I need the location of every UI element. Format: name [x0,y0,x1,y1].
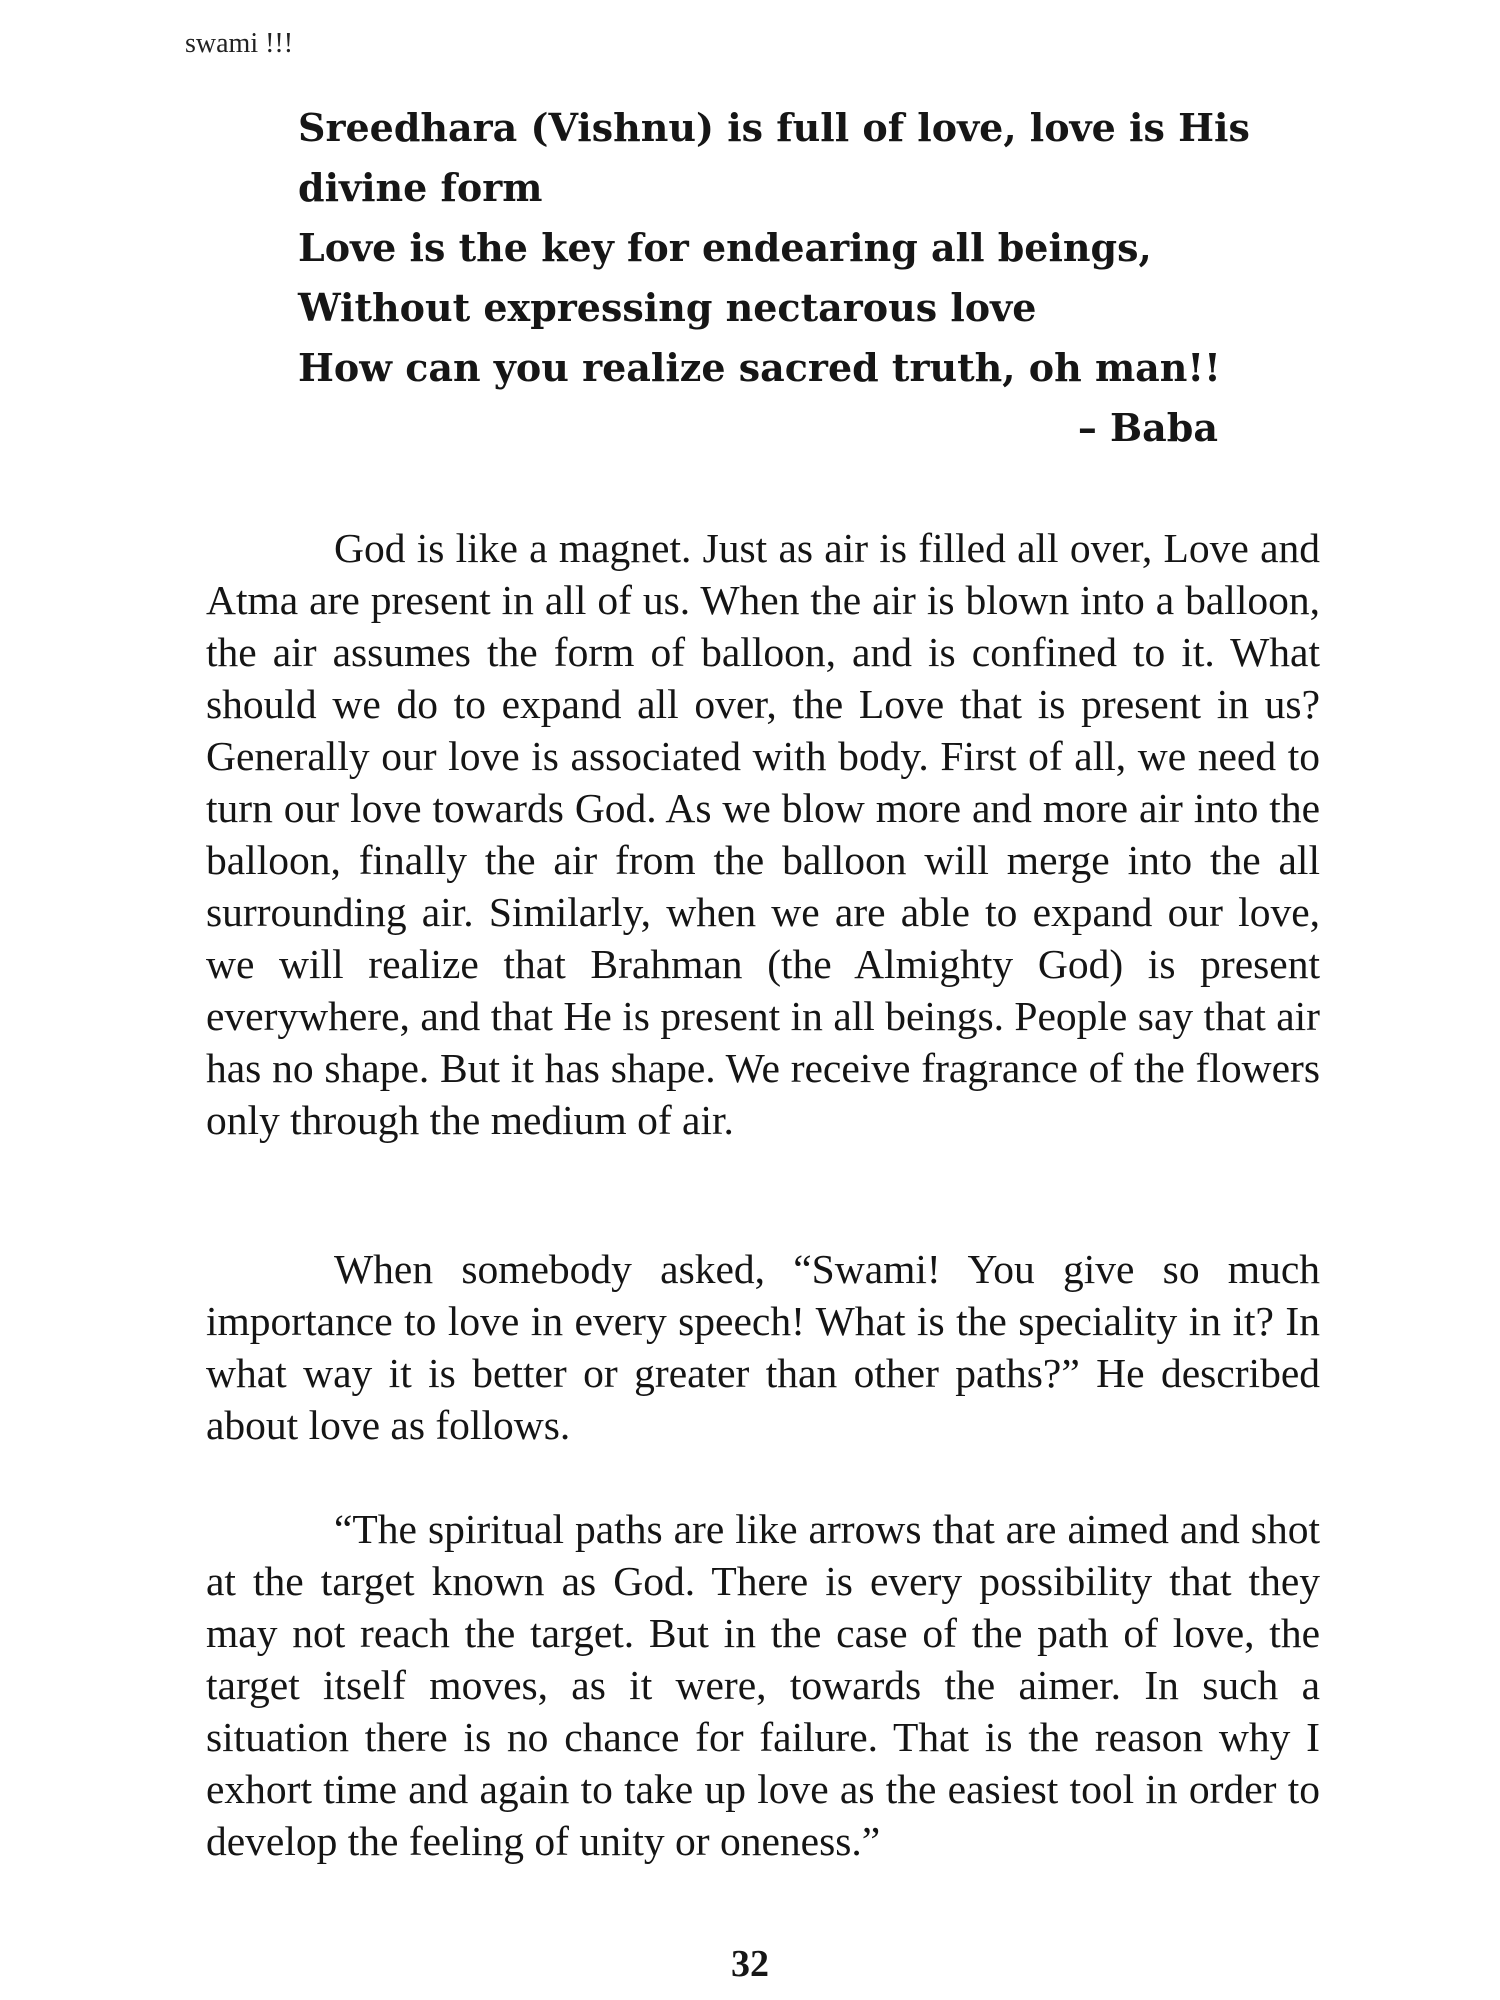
paragraph-text: When somebody asked, “Swami! You give so much importance to love in every speech! What is the speciality in it? In what way it is better or greater than other paths?” He described about love as follows. [206,1246,1320,1448]
paragraph [206,522,1320,1146]
poem-line: Sreedhara (Vishnu) is full of love, love is His [298,105,1250,150]
paragraph [206,1503,1320,1867]
poem-block [298,98,1338,458]
poem-line: Without expressing nectarous love [298,285,1037,330]
poem-line: Love is the key for endearing all beings, [298,225,1152,270]
poem-author: – Baba [1077,405,1218,450]
page-number: 32 [731,1943,769,1985]
running-head: swami !!! [185,28,294,59]
paragraph [206,1243,1320,1451]
poem-line: divine form [298,165,543,210]
paragraph-text: God is like a magnet. Just as air is filled all over, Love and Atma are present in all of us. When the air is blown into a balloon, the air assumes the form of balloon, and is confined to it. What should we do to expand all over, the Love that is present in us? Generally our love is associated with body. First of all, we need to turn our love towards God. As we blow more and more air into the balloon, finally the air from the balloon will merge into the all surrounding air. Similarly, when we are able to expand our love, we will realize that Brahman (the Almighty God) is present everywhere, and that He is present in all beings. People say that air has no shape. But it has shape. We receive fragrance of the flowers only through the medium of air. [206,525,1320,1143]
paragraph-text: “The spiritual paths are like arrows that are aimed and shot at the target known as God. There is every possibility that they may not reach the target. But in the case of the path of love, the target itself moves, as it were, towards the aimer. In such a situation there is no chance for failure. That is the reason why I exhort time and again to take up love as the easiest tool in order to develop the feeling of unity or oneness.” [206,1506,1320,1864]
poem-line: How can you realize sacred truth, oh man!! [298,345,1221,390]
